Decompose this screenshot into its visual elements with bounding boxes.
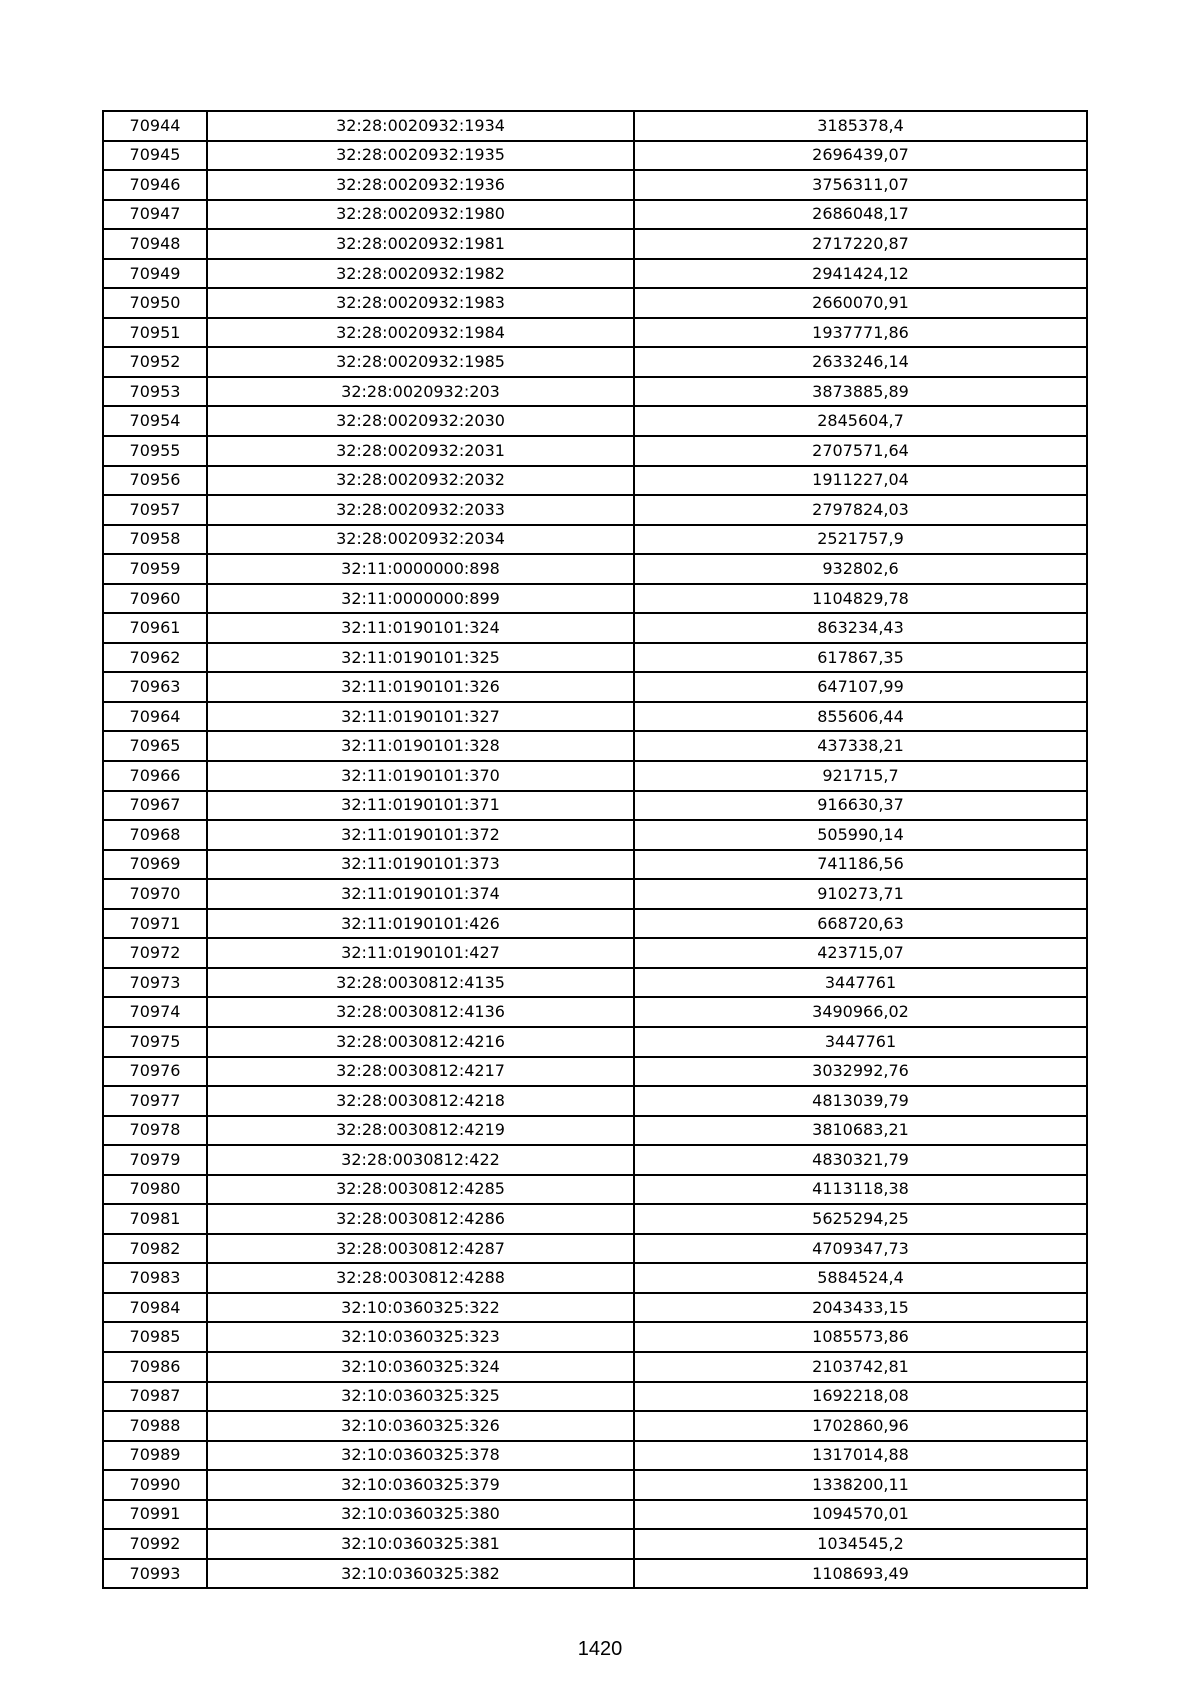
table-row <box>103 1175 1087 1205</box>
row-number-cell: 70961 <box>103 613 207 643</box>
cadastral-number-cell: 32:28:0020932:1981 <box>207 229 634 259</box>
cadastral-number-cell: 32:28:0030812:4218 <box>207 1086 634 1116</box>
table-row <box>103 554 1087 584</box>
cadastral-number-cell: 32:10:0360325:378 <box>207 1441 634 1471</box>
cadastral-number-cell: 32:10:0360325:381 <box>207 1529 634 1559</box>
table-row <box>103 1382 1087 1412</box>
row-number-cell: 70987 <box>103 1382 207 1412</box>
value-cell: 1338200,11 <box>634 1470 1087 1500</box>
row-number-cell: 70965 <box>103 731 207 761</box>
table-row <box>103 702 1087 732</box>
row-number-cell: 70974 <box>103 997 207 1027</box>
table-row <box>103 200 1087 230</box>
row-number-cell: 70990 <box>103 1470 207 1500</box>
cadastral-number-cell: 32:28:0030812:4285 <box>207 1175 634 1205</box>
cadastral-number-cell: 32:10:0360325:324 <box>207 1352 634 1382</box>
table-row <box>103 1470 1087 1500</box>
cadastral-number-cell: 32:10:0360325:382 <box>207 1559 634 1589</box>
table-row <box>103 466 1087 496</box>
cadastral-number-cell: 32:11:0190101:324 <box>207 613 634 643</box>
cadastral-number-cell: 32:28:0020932:2034 <box>207 525 634 555</box>
table-row <box>103 111 1087 141</box>
row-number-cell: 70952 <box>103 347 207 377</box>
value-cell: 423715,07 <box>634 938 1087 968</box>
value-cell: 1104829,78 <box>634 584 1087 614</box>
row-number-cell: 70989 <box>103 1441 207 1471</box>
value-cell: 668720,63 <box>634 909 1087 939</box>
table-row <box>103 850 1087 880</box>
value-cell: 1317014,88 <box>634 1441 1087 1471</box>
row-number-cell: 70959 <box>103 554 207 584</box>
table-row <box>103 584 1087 614</box>
row-number-cell: 70970 <box>103 879 207 909</box>
value-cell: 505990,14 <box>634 820 1087 850</box>
table-row <box>103 1293 1087 1323</box>
value-cell: 437338,21 <box>634 731 1087 761</box>
row-number-cell: 70946 <box>103 170 207 200</box>
cadastral-number-cell: 32:28:0020932:1980 <box>207 200 634 230</box>
value-cell: 4709347,73 <box>634 1234 1087 1264</box>
table-row <box>103 1145 1087 1175</box>
row-number-cell: 70991 <box>103 1500 207 1530</box>
row-number-cell: 70947 <box>103 200 207 230</box>
cadastral-number-cell: 32:28:0030812:4136 <box>207 997 634 1027</box>
row-number-cell: 70963 <box>103 672 207 702</box>
value-cell: 4830321,79 <box>634 1145 1087 1175</box>
table-row <box>103 377 1087 407</box>
cadastral-number-cell: 32:28:0030812:4286 <box>207 1204 634 1234</box>
table-row <box>103 347 1087 377</box>
cadastral-number-cell: 32:11:0190101:372 <box>207 820 634 850</box>
cadastral-number-cell: 32:11:0190101:370 <box>207 761 634 791</box>
table-row <box>103 1500 1087 1530</box>
row-number-cell: 70966 <box>103 761 207 791</box>
row-number-cell: 70951 <box>103 318 207 348</box>
cadastral-number-cell: 32:28:0020932:203 <box>207 377 634 407</box>
cadastral-number-cell: 32:28:0030812:4288 <box>207 1263 634 1293</box>
row-number-cell: 70988 <box>103 1411 207 1441</box>
row-number-cell: 70982 <box>103 1234 207 1264</box>
table-row <box>103 1322 1087 1352</box>
table-row <box>103 1559 1087 1589</box>
row-number-cell: 70958 <box>103 525 207 555</box>
row-number-cell: 70973 <box>103 968 207 998</box>
row-number-cell: 70976 <box>103 1057 207 1087</box>
table-row <box>103 288 1087 318</box>
table-row <box>103 170 1087 200</box>
value-cell: 4813039,79 <box>634 1086 1087 1116</box>
row-number-cell: 70968 <box>103 820 207 850</box>
table-row <box>103 968 1087 998</box>
row-number-cell: 70986 <box>103 1352 207 1382</box>
value-cell: 2717220,87 <box>634 229 1087 259</box>
table-row <box>103 613 1087 643</box>
row-number-cell: 70948 <box>103 229 207 259</box>
row-number-cell: 70981 <box>103 1204 207 1234</box>
row-number-cell: 70977 <box>103 1086 207 1116</box>
value-cell: 3810683,21 <box>634 1116 1087 1146</box>
row-number-cell: 70957 <box>103 495 207 525</box>
value-cell: 3032992,76 <box>634 1057 1087 1087</box>
table-row <box>103 643 1087 673</box>
row-number-cell: 70956 <box>103 466 207 496</box>
table-row <box>103 1057 1087 1087</box>
cadastral-number-cell: 32:11:0190101:371 <box>207 791 634 821</box>
row-number-cell: 70984 <box>103 1293 207 1323</box>
value-cell: 741186,56 <box>634 850 1087 880</box>
cadastral-number-cell: 32:11:0190101:325 <box>207 643 634 673</box>
table-row <box>103 1204 1087 1234</box>
row-number-cell: 70985 <box>103 1322 207 1352</box>
table-row <box>103 1027 1087 1057</box>
value-cell: 863234,43 <box>634 613 1087 643</box>
value-cell: 2633246,14 <box>634 347 1087 377</box>
row-number-cell: 70971 <box>103 909 207 939</box>
cadastral-number-cell: 32:11:0190101:373 <box>207 850 634 880</box>
value-cell: 916630,37 <box>634 791 1087 821</box>
value-cell: 2660070,91 <box>634 288 1087 318</box>
table-row <box>103 1116 1087 1146</box>
value-cell: 1937771,86 <box>634 318 1087 348</box>
table-row <box>103 672 1087 702</box>
value-cell: 2707571,64 <box>634 436 1087 466</box>
row-number-cell: 70944 <box>103 111 207 141</box>
value-cell: 1085573,86 <box>634 1322 1087 1352</box>
row-number-cell: 70950 <box>103 288 207 318</box>
cadastral-number-cell: 32:28:0020932:1935 <box>207 141 634 171</box>
cadastral-number-cell: 32:28:0030812:4287 <box>207 1234 634 1264</box>
value-cell: 1108693,49 <box>634 1559 1087 1589</box>
cadastral-number-cell: 32:28:0030812:422 <box>207 1145 634 1175</box>
cadastral-number-cell: 32:10:0360325:325 <box>207 1382 634 1412</box>
cadastral-number-cell: 32:11:0190101:326 <box>207 672 634 702</box>
table-row <box>103 820 1087 850</box>
table-row <box>103 997 1087 1027</box>
value-cell: 910273,71 <box>634 879 1087 909</box>
row-number-cell: 70953 <box>103 377 207 407</box>
value-cell: 2797824,03 <box>634 495 1087 525</box>
cadastral-number-cell: 32:10:0360325:322 <box>207 1293 634 1323</box>
cadastral-number-cell: 32:28:0030812:4217 <box>207 1057 634 1087</box>
table-row <box>103 1411 1087 1441</box>
value-cell: 3490966,02 <box>634 997 1087 1027</box>
cadastral-number-cell: 32:28:0030812:4219 <box>207 1116 634 1146</box>
value-cell: 5884524,4 <box>634 1263 1087 1293</box>
value-cell: 1911227,04 <box>634 466 1087 496</box>
row-number-cell: 70955 <box>103 436 207 466</box>
table-body <box>103 111 1087 1588</box>
cadastral-number-cell: 32:28:0020932:2031 <box>207 436 634 466</box>
cadastral-number-cell: 32:11:0000000:898 <box>207 554 634 584</box>
row-number-cell: 70980 <box>103 1175 207 1205</box>
value-cell: 1034545,2 <box>634 1529 1087 1559</box>
row-number-cell: 70972 <box>103 938 207 968</box>
row-number-cell: 70983 <box>103 1263 207 1293</box>
table-row <box>103 1352 1087 1382</box>
value-cell: 2845604,7 <box>634 406 1087 436</box>
cadastral-number-cell: 32:10:0360325:326 <box>207 1411 634 1441</box>
value-cell: 3873885,89 <box>634 377 1087 407</box>
value-cell: 855606,44 <box>634 702 1087 732</box>
value-cell: 3185378,4 <box>634 111 1087 141</box>
table-row <box>103 938 1087 968</box>
row-number-cell: 70969 <box>103 850 207 880</box>
value-cell: 932802,6 <box>634 554 1087 584</box>
cadastral-number-cell: 32:10:0360325:379 <box>207 1470 634 1500</box>
cadastral-number-cell: 32:28:0020932:2033 <box>207 495 634 525</box>
cadastral-number-cell: 32:11:0190101:427 <box>207 938 634 968</box>
table-row <box>103 525 1087 555</box>
row-number-cell: 70993 <box>103 1559 207 1589</box>
table-row <box>103 879 1087 909</box>
cadastral-number-cell: 32:10:0360325:380 <box>207 1500 634 1530</box>
row-number-cell: 70967 <box>103 791 207 821</box>
table-row <box>103 318 1087 348</box>
row-number-cell: 70949 <box>103 259 207 289</box>
cadastral-number-cell: 32:28:0020932:1985 <box>207 347 634 377</box>
row-number-cell: 70975 <box>103 1027 207 1057</box>
cadastral-number-cell: 32:28:0020932:1982 <box>207 259 634 289</box>
cadastral-number-cell: 32:11:0190101:328 <box>207 731 634 761</box>
value-cell: 3756311,07 <box>634 170 1087 200</box>
value-cell: 1094570,01 <box>634 1500 1087 1530</box>
page-number: 1420 <box>577 1638 623 1660</box>
table-row <box>103 1263 1087 1293</box>
cadastral-number-cell: 32:11:0190101:426 <box>207 909 634 939</box>
table-row <box>103 1529 1087 1559</box>
cadastral-number-cell: 32:11:0190101:374 <box>207 879 634 909</box>
table-row <box>103 761 1087 791</box>
table-row <box>103 436 1087 466</box>
value-cell: 2103742,81 <box>634 1352 1087 1382</box>
table-row <box>103 229 1087 259</box>
row-number-cell: 70978 <box>103 1116 207 1146</box>
cadastral-number-cell: 32:28:0020932:2032 <box>207 466 634 496</box>
value-cell: 5625294,25 <box>634 1204 1087 1234</box>
value-cell: 2521757,9 <box>634 525 1087 555</box>
table-row <box>103 1086 1087 1116</box>
value-cell: 2043433,15 <box>634 1293 1087 1323</box>
row-number-cell: 70962 <box>103 643 207 673</box>
table-row <box>103 495 1087 525</box>
row-number-cell: 70979 <box>103 1145 207 1175</box>
value-cell: 2696439,07 <box>634 141 1087 171</box>
table-row <box>103 141 1087 171</box>
table-row <box>103 909 1087 939</box>
cadastral-number-cell: 32:28:0020932:2030 <box>207 406 634 436</box>
value-cell: 921715,7 <box>634 761 1087 791</box>
cadastral-number-cell: 32:11:0000000:899 <box>207 584 634 614</box>
table-row <box>103 259 1087 289</box>
cadastral-number-cell: 32:10:0360325:323 <box>207 1322 634 1352</box>
cadastral-number-cell: 32:28:0020932:1936 <box>207 170 634 200</box>
value-cell: 2686048,17 <box>634 200 1087 230</box>
table-row <box>103 731 1087 761</box>
cadastral-number-cell: 32:11:0190101:327 <box>207 702 634 732</box>
value-cell: 617867,35 <box>634 643 1087 673</box>
value-cell: 2941424,12 <box>634 259 1087 289</box>
table-row <box>103 406 1087 436</box>
cadastral-number-cell: 32:28:0020932:1984 <box>207 318 634 348</box>
row-number-cell: 70945 <box>103 141 207 171</box>
table-row <box>103 1441 1087 1471</box>
value-cell: 4113118,38 <box>634 1175 1087 1205</box>
row-number-cell: 70992 <box>103 1529 207 1559</box>
value-cell: 647107,99 <box>634 672 1087 702</box>
table-row <box>103 791 1087 821</box>
row-number-cell: 70960 <box>103 584 207 614</box>
value-cell: 3447761 <box>634 968 1087 998</box>
value-cell: 3447761 <box>634 1027 1087 1057</box>
row-number-cell: 70954 <box>103 406 207 436</box>
value-cell: 1702860,96 <box>634 1411 1087 1441</box>
cadastral-number-cell: 32:28:0030812:4135 <box>207 968 634 998</box>
table-row <box>103 1234 1087 1264</box>
value-cell: 1692218,08 <box>634 1382 1087 1412</box>
row-number-cell: 70964 <box>103 702 207 732</box>
cadastral-number-cell: 32:28:0030812:4216 <box>207 1027 634 1057</box>
cadastral-number-cell: 32:28:0020932:1983 <box>207 288 634 318</box>
cadastral-value-table <box>102 110 1088 1589</box>
cadastral-number-cell: 32:28:0020932:1934 <box>207 111 634 141</box>
